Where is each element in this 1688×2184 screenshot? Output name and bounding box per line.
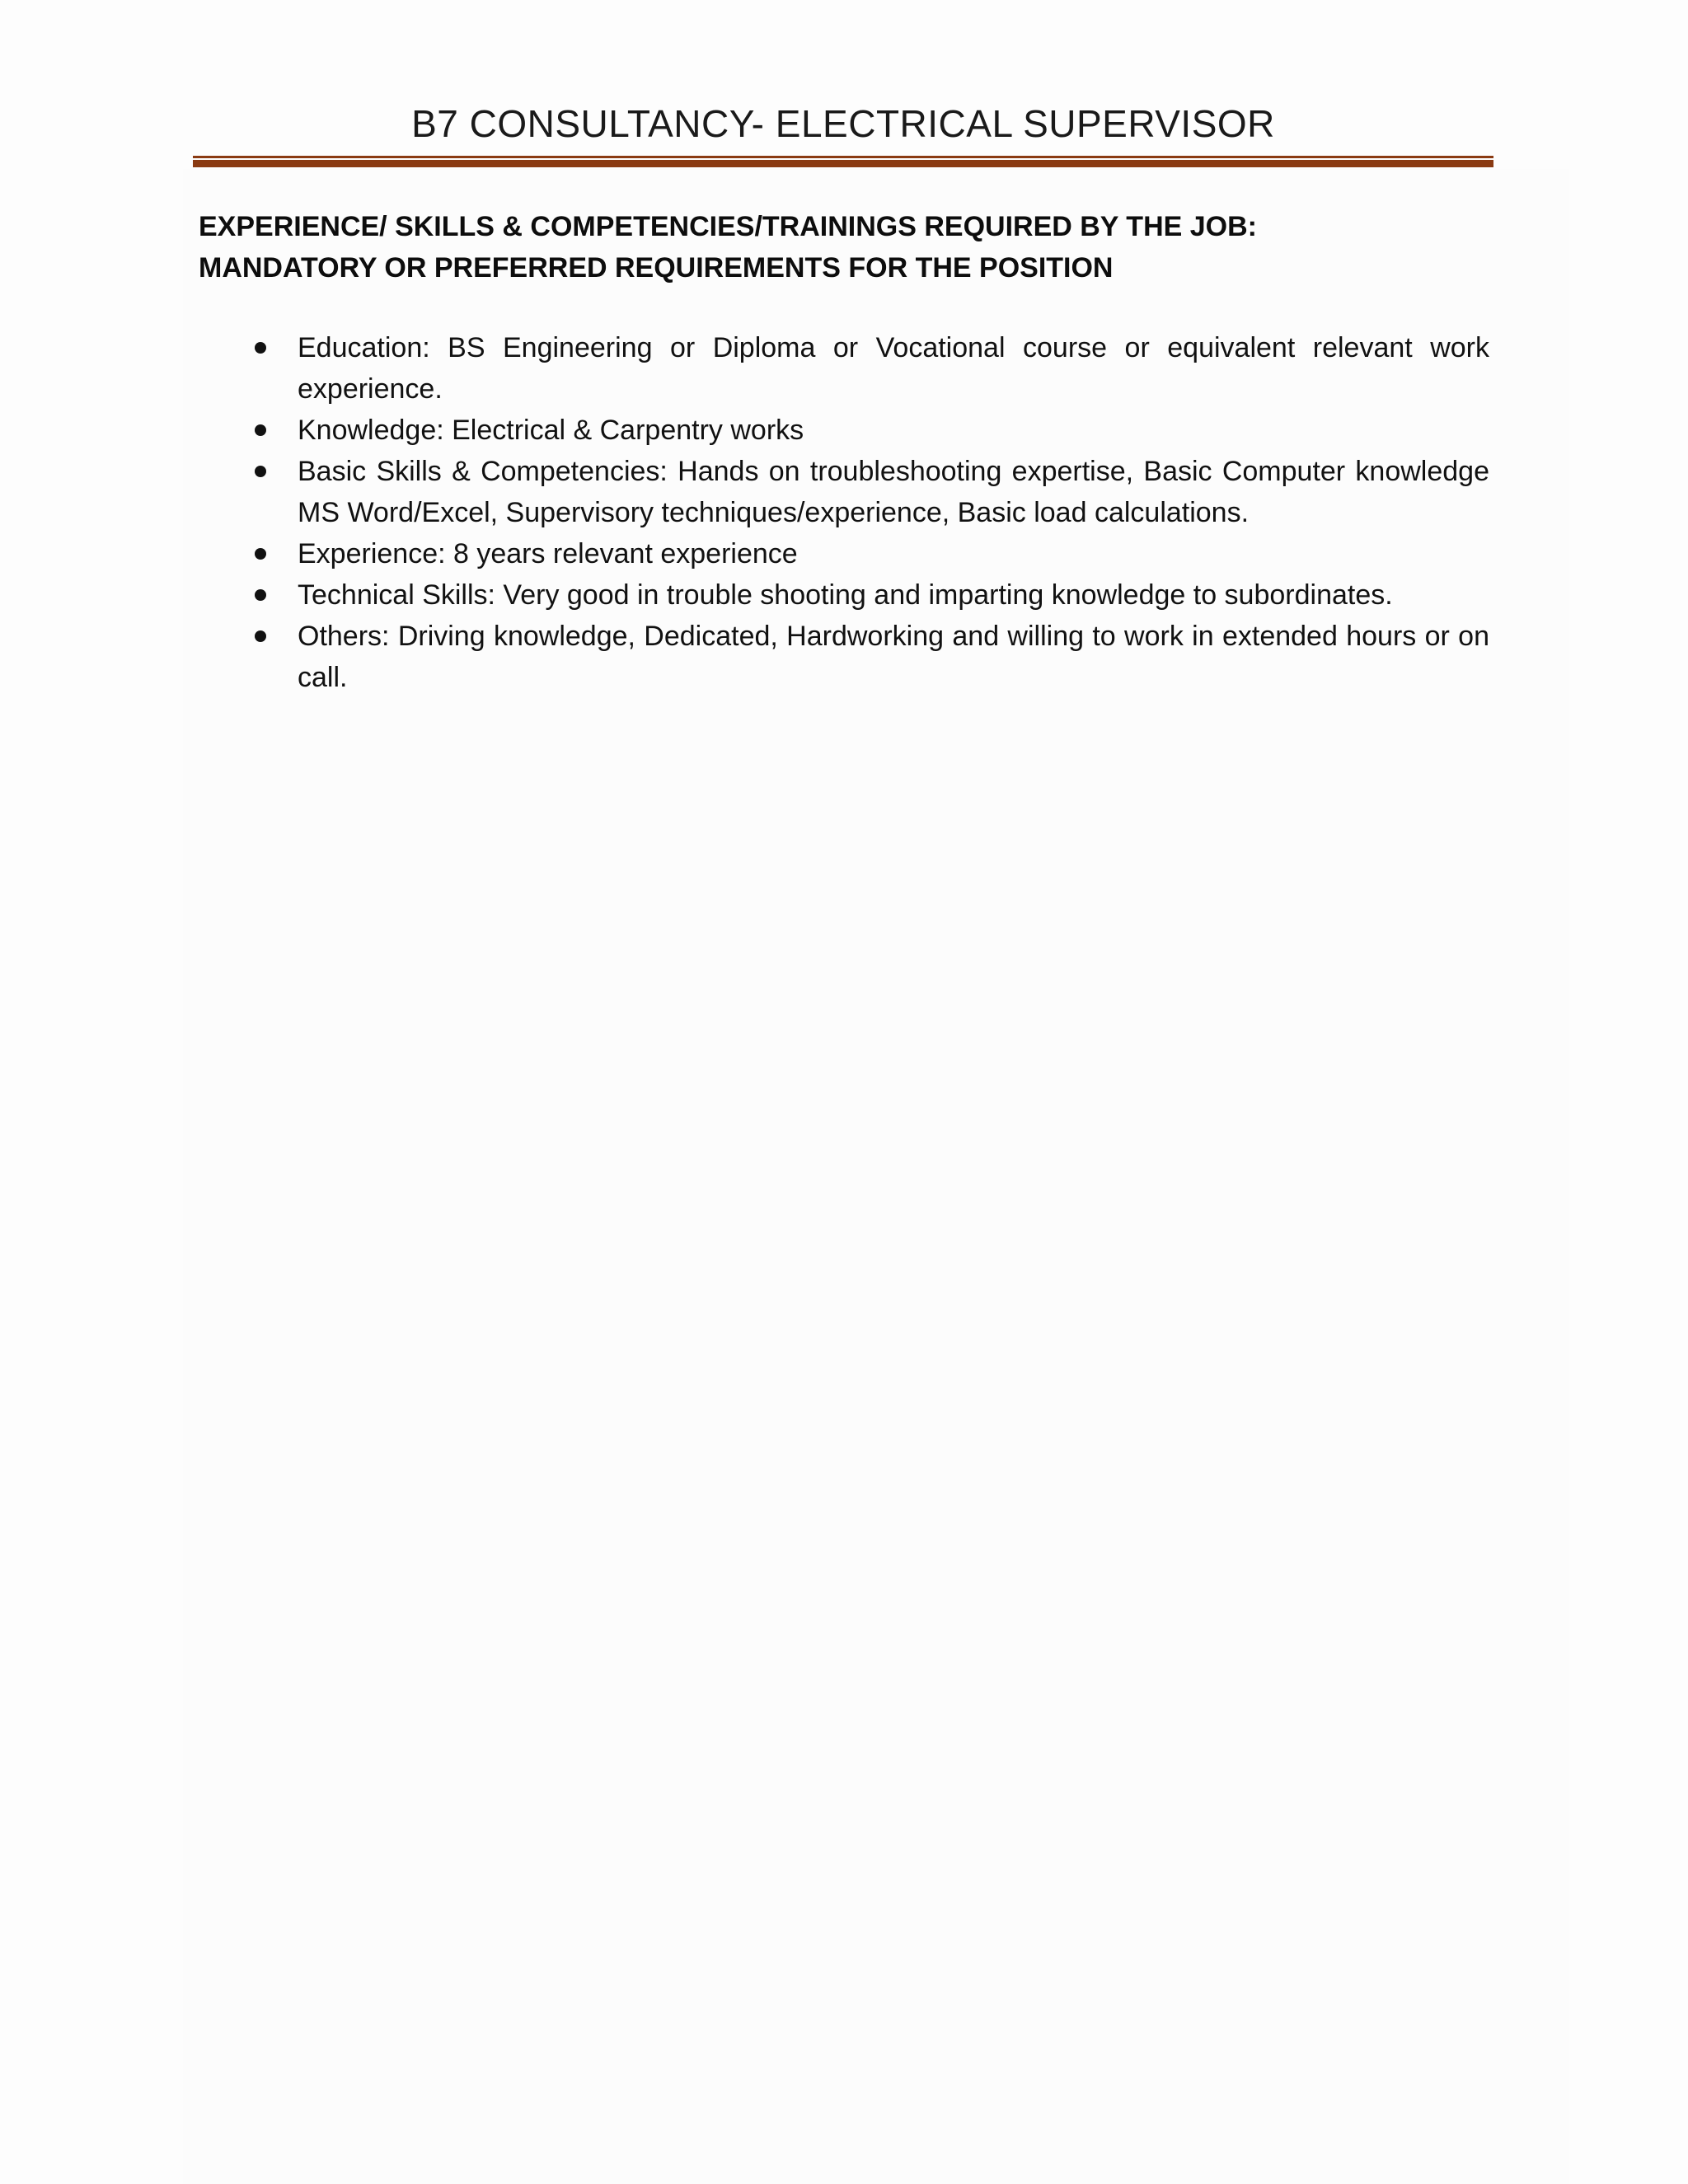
requirement-text: Basic Skills & Competencies: Hands on troubleshooting expertise, Basic Computer knowledge MS Word/Excel, Supervisory techniques/experience, Basic load calculations. (298, 456, 1489, 528)
requirement-others (298, 616, 1489, 698)
section-heading-line-1: EXPERIENCE/ SKILLS & COMPETENCIES/TRAININGS REQUIRED BY THE JOB: (199, 211, 1257, 242)
section-heading (199, 206, 1501, 288)
requirement-text: Education: BS Engineering or Diploma or Vocational course or equivalent relevant work experience. (298, 332, 1489, 405)
requirements-list (0, 327, 1688, 698)
requirement-text: Knowledge: Electrical & Carpentry works (298, 415, 804, 446)
bullet-icon (255, 630, 266, 642)
requirement-technical-skills (298, 574, 1489, 616)
requirement-knowledge (298, 410, 1489, 451)
header-rule-thin (193, 156, 1493, 158)
requirement-education (298, 327, 1489, 410)
header-rule-thick (193, 160, 1493, 167)
bullet-icon (255, 548, 266, 560)
requirement-experience (298, 533, 1489, 574)
bullet-icon (255, 424, 266, 436)
requirement-basic-skills (298, 451, 1489, 533)
bullet-icon (255, 589, 266, 601)
section-heading-line-2: MANDATORY OR PREFERRED REQUIREMENTS FOR THE POSITION (199, 252, 1114, 284)
bullet-icon (255, 342, 266, 354)
requirement-text: Technical Skills: Very good in trouble shooting and imparting knowledge to subordinates. (298, 579, 1393, 611)
document-title: B7 CONSULTANCY- ELECTRICAL SUPERVISOR (411, 102, 1275, 145)
bullet-icon (255, 466, 266, 477)
requirement-text: Experience: 8 years relevant experience (298, 538, 798, 569)
requirement-text: Others: Driving knowledge, Dedicated, Hardworking and willing to work in extended hours or on call. (298, 621, 1489, 693)
